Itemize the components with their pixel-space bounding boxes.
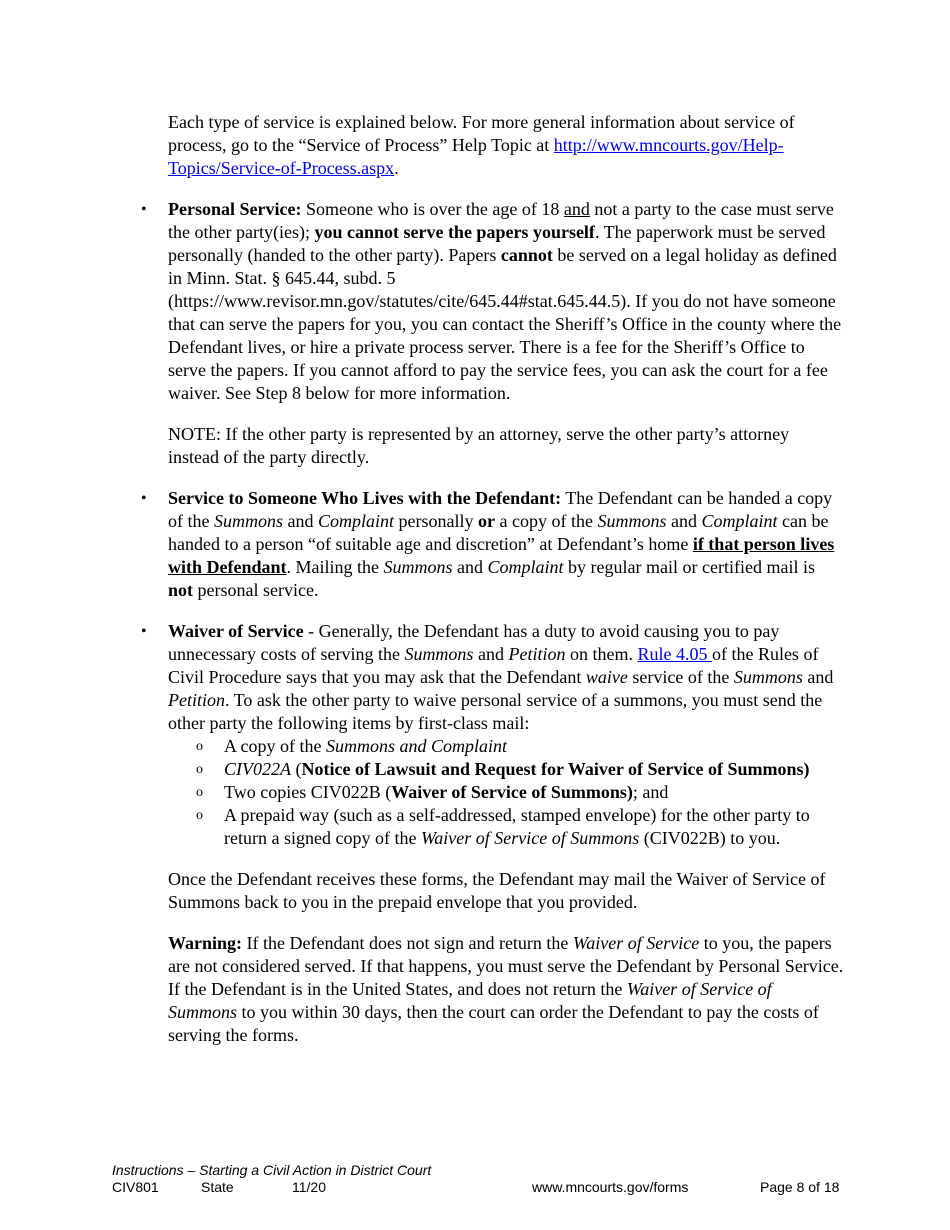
text-run: (CIV022B) to you. <box>639 828 781 848</box>
list-item <box>168 804 844 850</box>
text-run: a copy of the <box>495 511 598 531</box>
text-run: Summons and Complaint <box>325 736 507 756</box>
text-run: A copy of the <box>224 736 326 756</box>
page-number: Page 8 of 18 <box>760 1179 840 1195</box>
text-run: and <box>283 511 318 531</box>
text-run: . Mailing the <box>286 557 384 577</box>
footer-state: State <box>201 1179 234 1195</box>
text-run: not a party to the case must serve the other party(ies); <box>168 199 834 242</box>
footer-title: Instructions – Starting a Civil Action in District Court <box>112 1162 432 1178</box>
list-item <box>168 735 844 758</box>
text-run: to you within 30 days, then the court can order the Defendant to pay the costs of serving the forms. <box>168 1002 819 1045</box>
circle-bullet-icon: o <box>196 762 203 777</box>
text-run: Summons <box>404 644 474 664</box>
text-run: by regular mail or certified mail is <box>563 557 815 577</box>
text-run: not <box>168 580 194 600</box>
text-run: Someone who is over the age of 18 <box>301 199 564 219</box>
text-run: ; and <box>632 782 669 802</box>
someone-service-heading: Service to Someone Who Lives with the Defendant: <box>168 488 562 508</box>
text-run: Petition <box>508 644 566 664</box>
intro-paragraph <box>168 111 844 180</box>
text-run: Complaint <box>701 511 778 531</box>
text-run: on them. <box>565 644 638 664</box>
footer-date: 11/20 <box>292 1179 326 1195</box>
text-run: you cannot serve the papers yourself <box>314 222 595 242</box>
personal-service-heading: Personal Service: <box>168 199 302 219</box>
text-run: be served on a legal holiday as defined in Minn. Stat. § 645.44, subd. 5 (https://www.revisor.mn.gov/statutes/cite/645.44#stat.645.44.5). If you do not have someone that can serve the papers for you, you can contact the Sheriff’s Office in the county where the Defendant lives, or hire a private process server. There is a fee for the Sheriff’s Office to serve the papers. If you cannot afford to pay the service fees, you can ask the court for a fee waiver. See Step 8 below for more information. <box>168 245 842 403</box>
text-run: Summons <box>213 511 283 531</box>
footer-row <box>112 1179 842 1196</box>
text-run: ( <box>291 759 302 779</box>
text-run: if that person lives with Defendant <box>168 534 835 577</box>
text-run: and <box>452 557 488 577</box>
text-run: personal service. <box>193 580 319 600</box>
text-run: can be handed to a person “of suitable age and discretion” at Defendant’s home <box>168 511 829 554</box>
waiver-service-heading: Waiver of Service <box>168 621 304 641</box>
text-run: and <box>802 667 834 687</box>
text-run: Complaint <box>318 511 395 531</box>
intro-period: . <box>394 158 399 178</box>
page-body <box>141 111 844 1065</box>
personal-service-text <box>168 198 844 405</box>
list-item <box>168 781 844 804</box>
circle-bullet-icon: o <box>196 808 203 823</box>
text-run: - Generally, the Defendant has a duty to avoid causing you to pay unnecessary costs of serving the <box>168 621 780 664</box>
text-run: Waiver of Service of Summons) <box>391 782 633 802</box>
form-number: CIV801 <box>112 1179 159 1195</box>
text-run: CIV022A <box>224 759 291 779</box>
text-run: and <box>473 644 509 664</box>
waiver-items-list <box>168 735 844 850</box>
text-run: waive <box>585 667 628 687</box>
text-run: Waiver of Service of Summons <box>168 979 772 1022</box>
text-run: . The paperwork must be served personally (handed to the other party). Papers <box>168 222 826 265</box>
text-run: service of the <box>627 667 734 687</box>
text-run: Two copies CIV022B ( <box>224 782 392 802</box>
circle-bullet-icon: o <box>196 739 203 754</box>
warning-paragraph <box>168 932 844 1047</box>
text-run: . To ask the other party to waive personal service of a summons, you must send the other party the following items by first-class mail: <box>168 690 823 733</box>
someone-service-text <box>168 487 844 602</box>
bullet-icon: • <box>141 623 147 640</box>
text-run: and <box>666 511 702 531</box>
intro-text: Each type of service is explained below. For more general information about service of process, go to the “Service of Process” Help Topic at <box>168 112 795 155</box>
text-run: Waiver of Service <box>572 933 700 953</box>
text-run: personally <box>394 511 478 531</box>
page-footer <box>112 1162 842 1196</box>
text-run: to you, the papers are not considered served. If that happens, you must serve the Defendant by Personal Service. If the Defendant is in the United States, and does not return the <box>168 933 844 999</box>
text-run: and <box>563 199 590 219</box>
text-run: Notice of Lawsuit and Request for Waiver of Service of Summons) <box>301 759 810 779</box>
personal-service-item <box>141 198 844 405</box>
once-paragraph: Once the Defendant receives these forms, the Defendant may mail the Waiver of Service of Summons back to you in the prepaid envelope that you provided. <box>168 869 826 912</box>
circle-bullet-icon: o <box>196 785 203 800</box>
text-run: cannot <box>500 245 553 265</box>
text-run: Waiver of Service of Summons <box>420 828 640 848</box>
footer-url: www.mncourts.gov/forms <box>532 1179 689 1195</box>
list-item <box>168 758 844 781</box>
waiver-service-text <box>168 620 844 735</box>
text-run: Summons <box>597 511 667 531</box>
help-topic-link[interactable]: http://www.mncourts.gov/Help-Topics/Service-of-Process.aspx <box>168 135 784 178</box>
text-run: Petition <box>168 690 225 710</box>
note-paragraph: NOTE: If the other party is represented by an attorney, serve the other party’s attorney instead of the party directly. <box>168 424 790 467</box>
text-run: The Defendant can be handed a copy of the <box>168 488 833 531</box>
text-run: of the Rules of Civil Procedure says that you may ask that the Defendant <box>168 644 819 687</box>
text-run: Summons <box>383 557 453 577</box>
text-run: Complaint <box>487 557 564 577</box>
text-run: or <box>478 511 495 531</box>
waiver-service-item <box>141 620 844 850</box>
warning-label: Warning: <box>168 933 243 953</box>
someone-service-item <box>141 487 844 602</box>
bullet-icon: • <box>141 201 147 218</box>
text-run: A prepaid way (such as a self-addressed, stamped envelope) for the other party to return a signed copy of the <box>224 805 810 848</box>
text-run: If the Defendant does not sign and return the <box>242 933 573 953</box>
bullet-icon: • <box>141 490 147 507</box>
rule-link[interactable]: Rule 4.05 <box>637 644 712 664</box>
text-run: Summons <box>733 667 803 687</box>
